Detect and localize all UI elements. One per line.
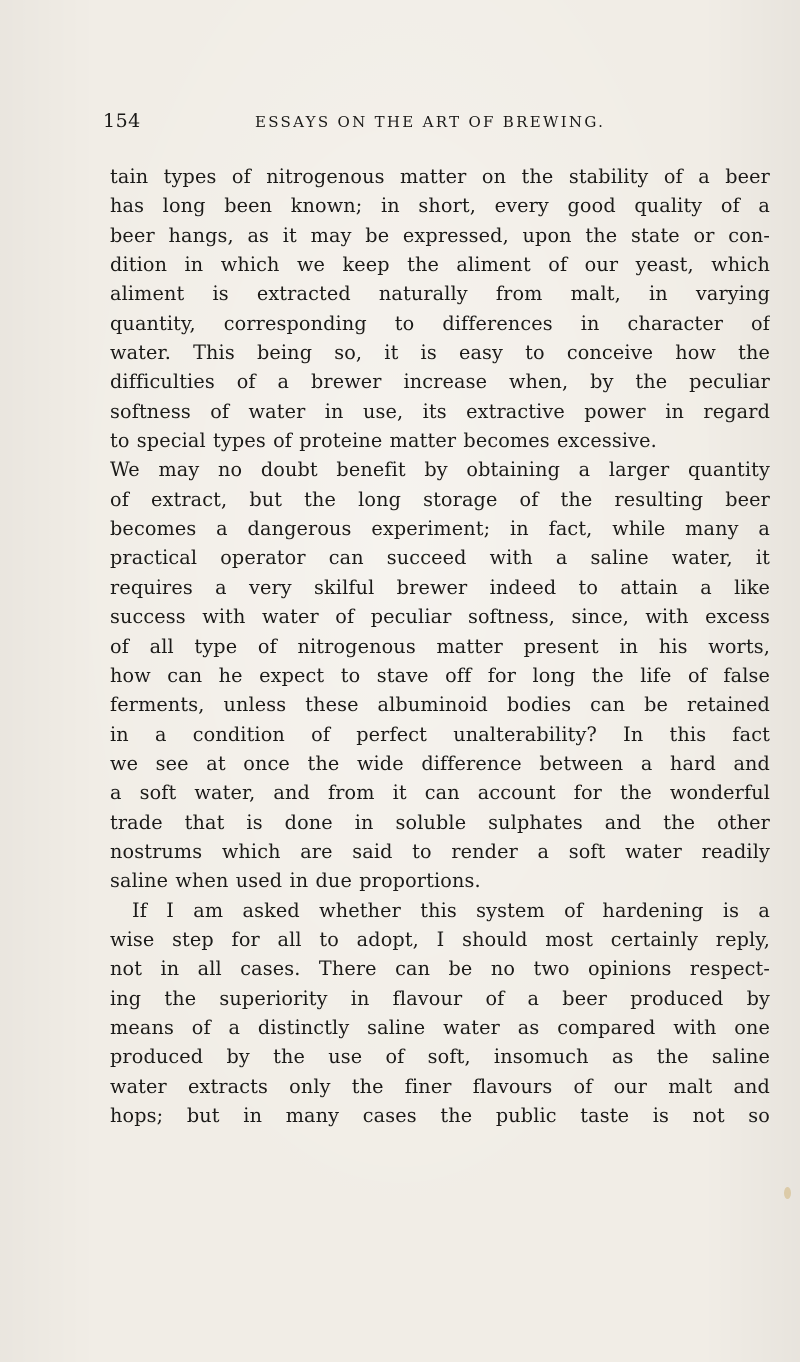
text-line: water. This being so, it is easy to conceive how the	[110, 341, 770, 365]
text-line: wise step for all to adopt, I should most certainly reply,	[110, 927, 770, 951]
paper-stain	[784, 1187, 791, 1199]
running-head	[103, 110, 743, 138]
text-line: becomes a dangerous experiment; in fact, while many a	[110, 517, 770, 541]
text-line: quantity, corresponding to differences in character of	[110, 311, 770, 335]
text-line: to special types of proteine matter becomes excessive.	[110, 429, 657, 453]
text-line: requires a very skilful brewer indeed to attain a like	[110, 575, 770, 599]
text-line: a soft water, and from it can account for the wonderful	[110, 781, 770, 805]
text-line: of extract, but the long storage of the resulting beer	[110, 487, 770, 511]
text-line: trade that is done in soluble sulphates and the other	[110, 810, 770, 834]
text-line: ferments, unless these albuminoid bodies can be retained	[110, 693, 770, 717]
text-line: practical operator can succeed with a saline water, it	[110, 546, 770, 570]
text-line: in a condition of perfect unalterability? In this fact	[110, 722, 770, 746]
text-line: tain types of nitrogenous matter on the stability of a beer	[110, 165, 770, 188]
text-line: dition in which we keep the aliment of our yeast, which	[110, 253, 770, 277]
text-line: ing the superiority in flavour of a beer produced by	[110, 986, 770, 1010]
body-text	[110, 162, 770, 1130]
paragraph-start-line: If I am asked whether this system of hardening is a	[132, 898, 770, 922]
paragraph-end-line: saline when used in due proportions.	[110, 869, 481, 893]
text-line: how can he expect to stave off for long the life of false	[110, 663, 770, 687]
text-line: beer hangs, as it may be expressed, upon the state or con-	[110, 223, 770, 247]
text-line: difficulties of a brewer increase when, by the peculiar	[110, 370, 770, 394]
text-line: has long been known; in short, every good quality of a	[110, 194, 770, 218]
text-line: We may no doubt benefit by obtaining a larger quantity	[110, 458, 770, 482]
text-line: means of a distinctly saline water as compared with one	[110, 1015, 770, 1039]
text-line: aliment is extracted naturally from malt, in varying	[110, 282, 770, 306]
running-title: ESSAYS ON THE ART OF BREWING.	[255, 113, 606, 131]
text-line: of all type of nitrogenous matter present in his worts,	[110, 634, 770, 658]
text-line: softness of water in use, its extractive power in regard	[110, 399, 770, 423]
text-line: hops; but in many cases the public taste is not so	[110, 1104, 770, 1127]
page-number: 154	[103, 110, 141, 132]
text-line: water extracts only the finer flavours of our malt and	[110, 1074, 770, 1098]
text-line: produced by the use of soft, insomuch as the saline	[110, 1045, 770, 1069]
text-line: we see at once the wide difference between a hard and	[110, 751, 770, 775]
text-line: not in all cases. There can be no two opinions respect-	[110, 957, 770, 981]
text-line: nostrums which are said to render a soft water readily	[110, 839, 770, 863]
text-line: success with water of peculiar softness, since, with excess	[110, 605, 770, 629]
